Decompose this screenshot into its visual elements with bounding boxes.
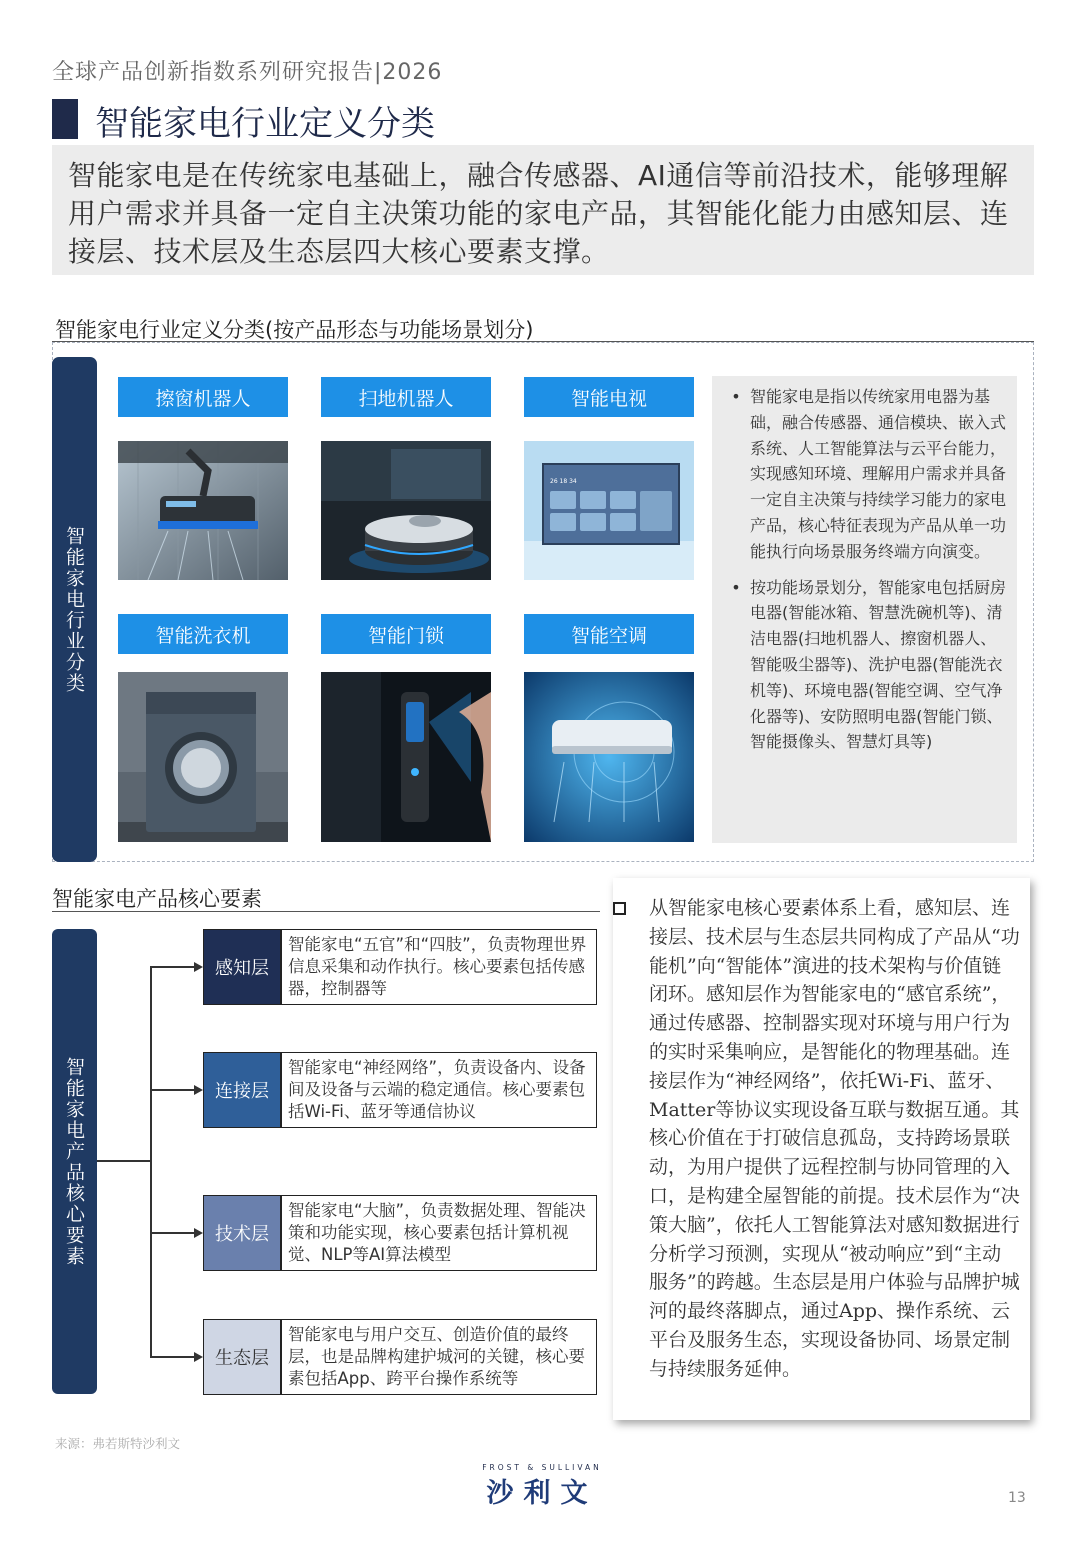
report-title: 全球产品创新指数系列研究报告|2026	[52, 60, 443, 85]
tree-spine	[150, 967, 152, 1357]
layer-tag-technology: 技术层	[203, 1195, 281, 1271]
section-title: 智能家电行业定义分类	[95, 104, 435, 144]
source-note: 来源：弗若斯特沙利文	[55, 1436, 181, 1451]
core-elements-rule	[52, 911, 600, 912]
category-tag-vacuum-robot: 扫地机器人	[321, 377, 491, 417]
layer-desc-technology: 智能家电“大脑”，负责数据处理、智能决策和功能实现，核心要素包括计算机视觉、NLP等AI算法模型	[281, 1195, 597, 1271]
core-elements-heading: 智能家电产品核心要素	[52, 887, 262, 911]
window-cleaning-robot-image	[118, 441, 288, 580]
robot-vacuum-image	[321, 441, 491, 580]
classification-heading: 智能家电行业定义分类(按产品形态与功能场景划分)	[55, 318, 534, 342]
checkbox-bullet-icon	[613, 902, 626, 915]
category-tag-window-robot: 擦窗机器人	[118, 377, 288, 417]
bullet-icon: •	[731, 387, 741, 406]
layer-tag-connection: 连接层	[203, 1052, 281, 1128]
tree-branch	[150, 1232, 195, 1234]
definition-item: • 智能家电是指以传统家用电器为基础，融合传感器、通信模块、嵌入式系统、人工智能算法与云平台能力，实现感知环境、理解用户需求并具备一定自主决策与持续学习能力的家电产品，核心特征表现为产品从单一功能执行向场景服务终端方向演变。	[722, 384, 1007, 565]
tree-trunk	[97, 1160, 151, 1162]
tree-branch	[150, 1089, 195, 1091]
smart-air-conditioner-image	[524, 672, 694, 842]
category-tag-washer: 智能洗衣机	[118, 614, 288, 654]
core-elements-side-label: 智能家电产品核心要素	[52, 929, 97, 1394]
category-tag-door-lock: 智能门锁	[321, 614, 491, 654]
arrow-icon	[194, 1228, 203, 1238]
definition-box	[712, 376, 1017, 843]
layer-desc-connection: 智能家电“神经网络”，负责设备内、设备间及设备与云端的稳定通信。核心要素包括Wi-Fi、蓝牙等通信协议	[281, 1052, 597, 1128]
analysis-box	[613, 878, 1030, 1420]
section-title-bar	[52, 99, 78, 139]
layer-desc-perception: 智能家电“五官”和“四肢”，负责物理世界信息采集和动作执行。核心要素包括传感器，控制器等	[281, 929, 597, 1005]
arrow-icon	[194, 962, 203, 972]
lead-summary	[52, 145, 1034, 275]
page-number: 13	[1008, 1490, 1026, 1506]
analysis-text: 从智能家电核心要素体系上看，感知层、连接层、技术层与生态层共同构成了产品从“功能机”向“智能体”演进的技术架构与价值链闭环。感知层作为智能家电的“感官系统”，通过传感器、控制器实现对环境与用户行为的实时采集响应，是智能化的物理基础。连接层作为“神经网络”，依托Wi-Fi、蓝牙、Matter等协议实现设备互联与数据互通。其核心价值在于打破信息孤岛，支持跨场景联动，为用户提供了远程控制与协同管理的入口，是构建全屋智能的前提。技术层作为“决策大脑”，依托人工智能算法对感知数据进行分析学习预测，实现从“被动响应”到“主动服务”的跨越。生态层是用户体验与品牌护城河的最终落脚点，通过App、操作系统、云平台及服务生态，实现设备协同、场景定制与持续服务延伸。	[649, 897, 1020, 1380]
layer-tag-perception: 感知层	[203, 929, 281, 1005]
washing-machine-image	[118, 672, 288, 842]
definition-item: • 按功能场景划分，智能家电包括厨房电器(智能冰箱、智慧洗碗机等)、清洁电器(扫地机器人、擦窗机器人、智能吸尘器等)、洗护电器(智能洗衣机等)、环境电器(智能空调、空气净化器等)、安防照明电器(智能门锁、智能摄像头、智慧灯具等)	[722, 575, 1007, 756]
arrow-icon	[194, 1085, 203, 1095]
category-tag-air-conditioner: 智能空调	[524, 614, 694, 654]
brand-logo-cn: 沙利文	[486, 1478, 598, 1509]
bullet-icon: •	[731, 577, 741, 597]
svg-text:26 18 34: 26 18 34	[550, 478, 577, 485]
smart-door-lock-image	[321, 672, 491, 842]
classification-side-label: 智能家电行业分类	[52, 357, 97, 862]
layer-tag-ecosystem: 生态层	[203, 1319, 281, 1395]
brand-logo-en: FROST & SULLIVAN	[482, 1463, 602, 1472]
smart-tv-image	[524, 441, 694, 580]
category-tag-smart-tv: 智能电视	[524, 377, 694, 417]
lead-text: 智能家电是在传统家电基础上，融合传感器、AI通信等前沿技术，能够理解用户需求并具备一定自主决策功能的家电产品，其智能化能力由感知层、连接层、技术层及生态层四大核心要素支撑。	[68, 159, 1009, 268]
arrow-icon	[194, 1352, 203, 1362]
tree-branch	[150, 966, 195, 968]
layer-desc-ecosystem: 智能家电与用户交互、创造价值的最终层，也是品牌构建护城河的关键，核心要素包括App、跨平台操作系统等	[281, 1319, 597, 1395]
tree-branch	[150, 1356, 195, 1358]
